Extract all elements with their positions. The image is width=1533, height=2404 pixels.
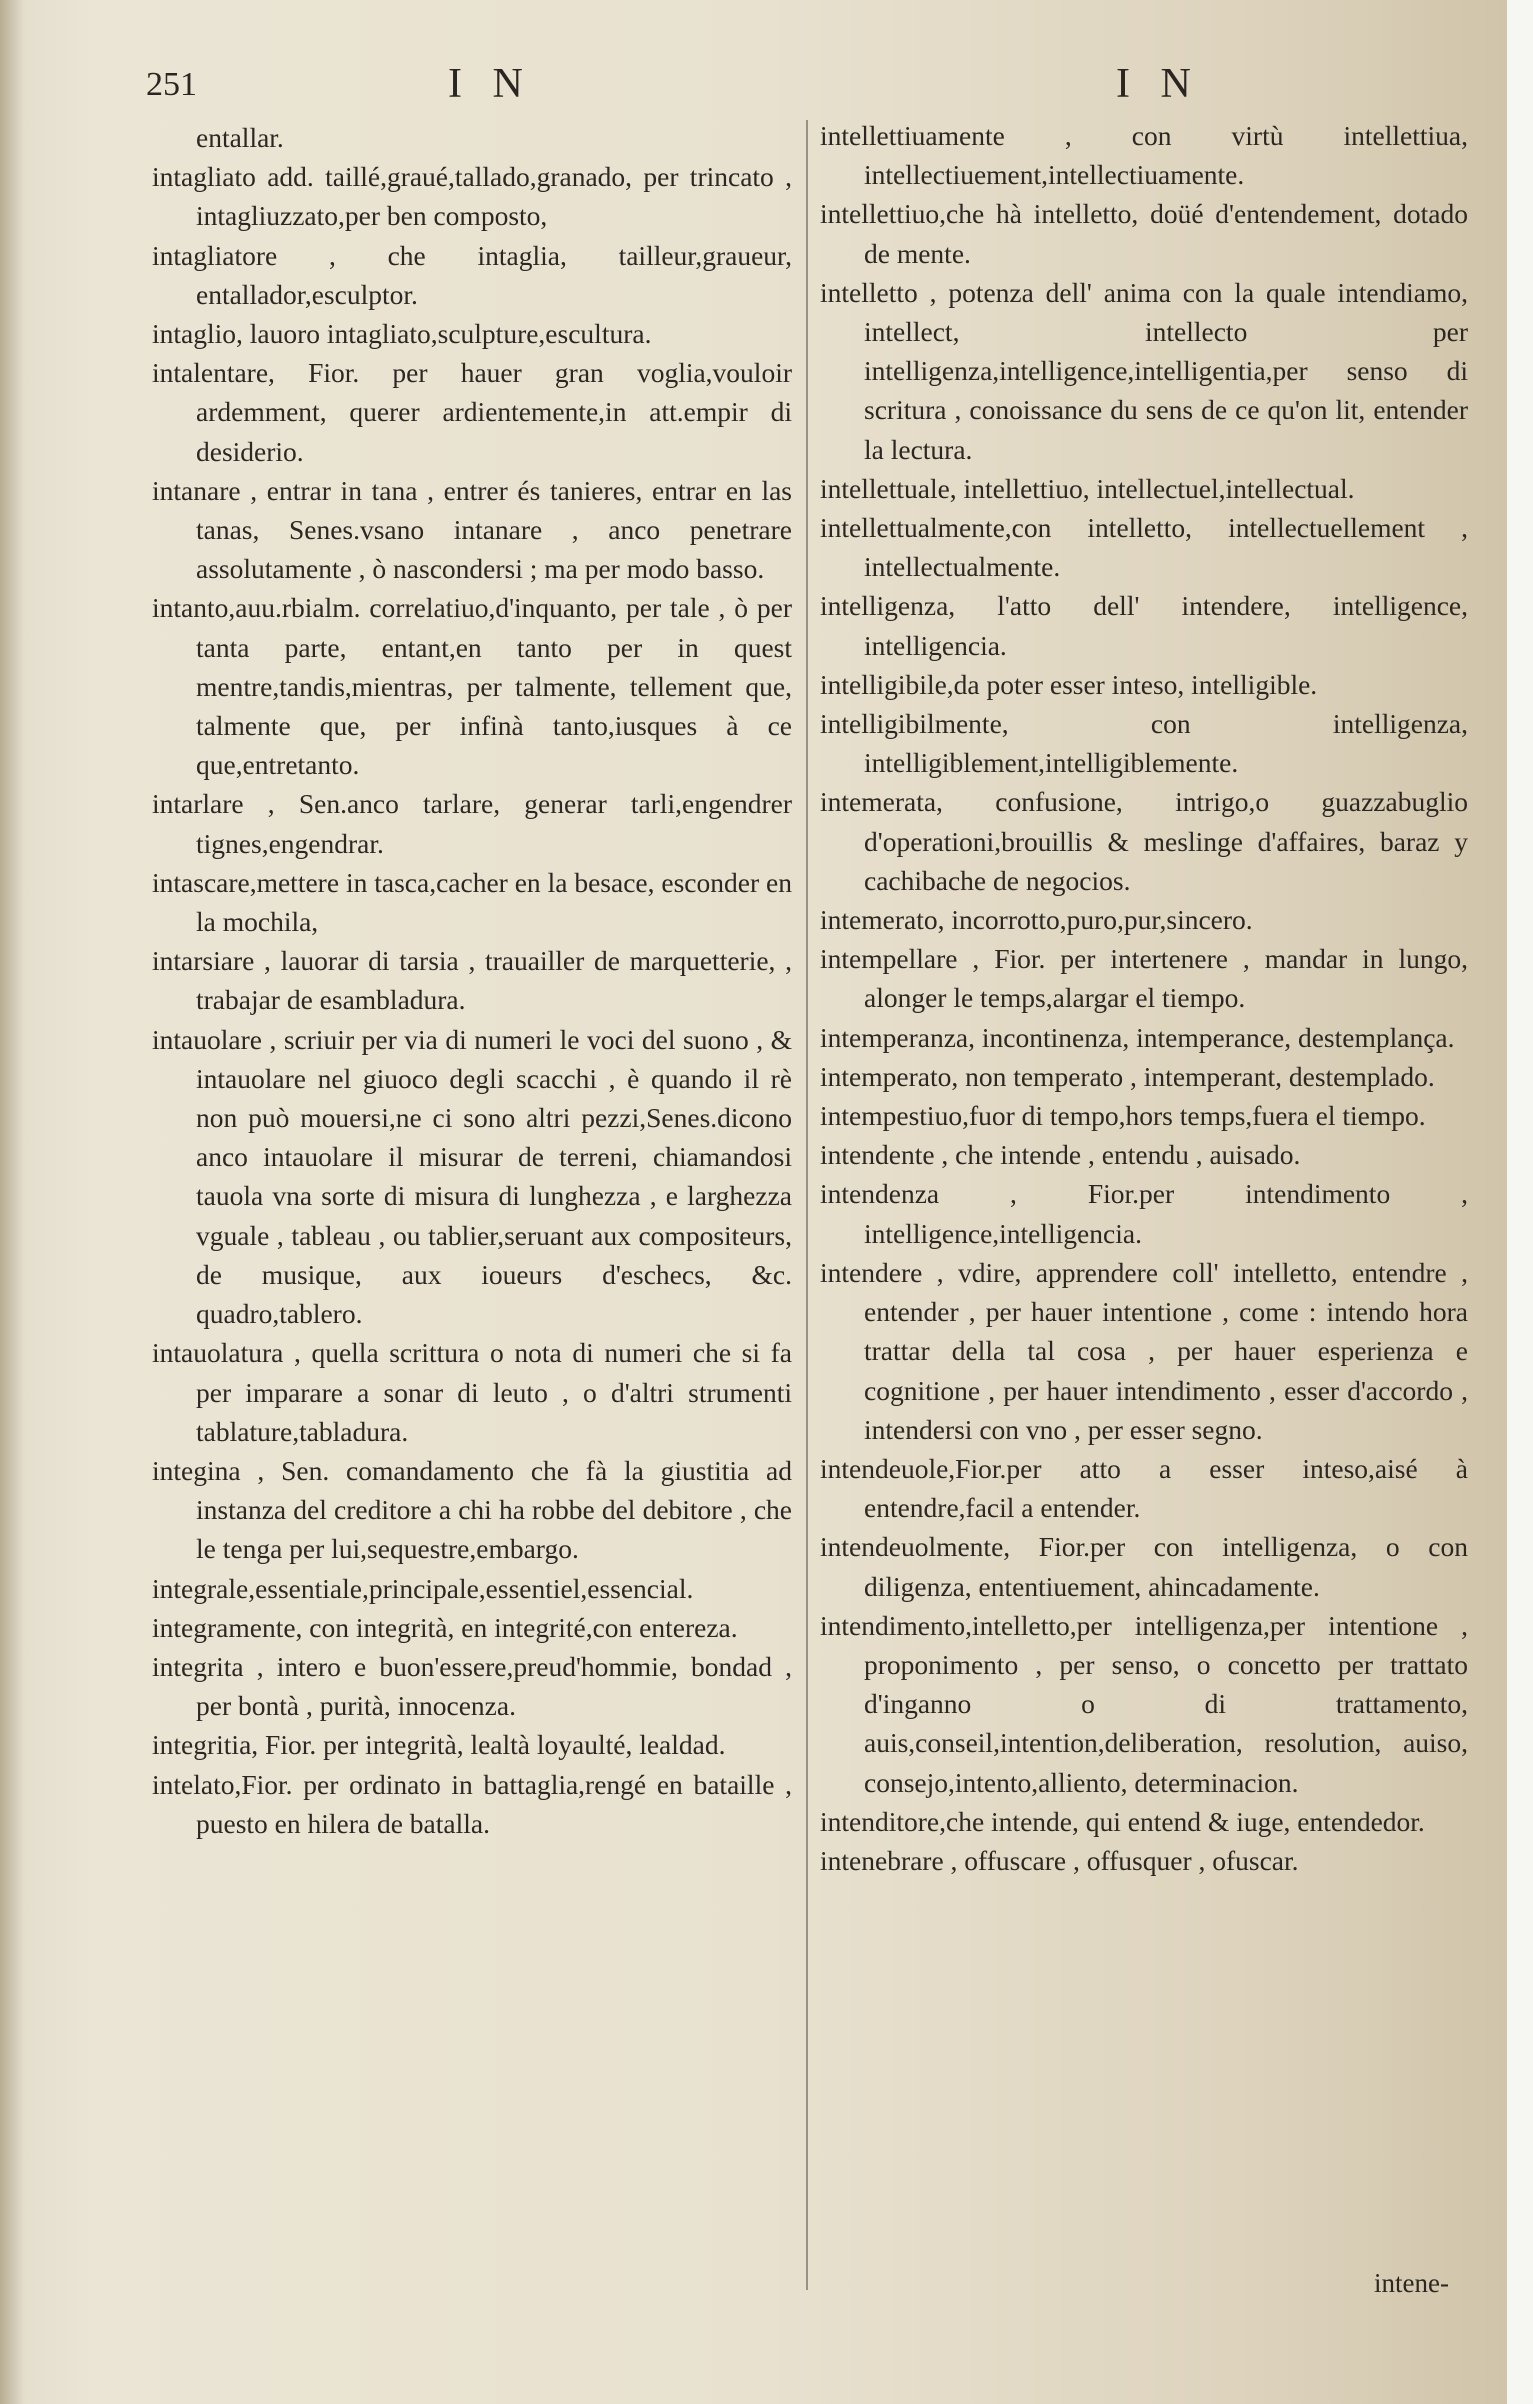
dictionary-entry: intagliato add. taillé,graué,tallado,granado, per trincato , intagliuzzato,per ben composto, (152, 161, 792, 232)
dictionary-entry: intendeuolmente, Fior.per con intelligenza, o con diligenza, ententiuement, ahincadamente. (820, 1531, 1468, 1602)
dictionary-entry: integritia, Fior. per integrità, lealtà loyaulté, lealdad. (152, 1729, 726, 1761)
dictionary-entry: intendenza , Fior.per intendimento , intelligence,intelligencia. (820, 1178, 1468, 1249)
dictionary-entry: intenebrare , offuscare , offusquer , ofuscar. (820, 1844, 1299, 1876)
dictionary-entry: intelato,Fior. per ordinato in battaglia,rengé en bataille , puesto en hilera de batalla. (152, 1768, 792, 1839)
dictionary-entry: intenditore,che intende, qui entend & iuge, entendedor. (820, 1805, 1425, 1837)
dictionary-entry: intemerata, confusione, intrigo,o guazzabuglio d'operationi,brouillis & meslinge d'affaires, baraz y cachibache de negocios. (820, 786, 1468, 896)
dictionary-entry: intelletto , potenza dell' anima con la quale intendiamo, intellect, intellecto per intelligenza,intelligence,intelligentia,per senso di scritura , conoissance du sens de ce qu'on lit, entender la lectura. (820, 276, 1468, 465)
dictionary-entry: entallar. (196, 122, 284, 153)
dictionary-entry: intauolare , scriuir per via di numeri le voci del suono , & intauolare nel giuoco degli scacchi , è quando il rè non può mouersi,ne ci sono altri pezzi,Senes.dicono anco intauolare il misurar de terreni, chiamandosi tauola vna sorte di misura di lunghezza , e larghezza vguale , tableau , ou tablier,seruant aux compositeurs, de musique, aux ioueurs d'eschecs, &c. quadro,tablero. (152, 1023, 792, 1330)
dictionary-entry: intemperanza, incontinenza, intemperance, destemplança. (820, 1021, 1455, 1053)
dictionary-entry: integina , Sen. comandamento che fà la giustitia ad instanza del creditore a chi ha robbe del debitore , che le tenga per lui,sequestre,embargo. (152, 1454, 792, 1565)
dictionary-entry: intalentare, Fior. per hauer gran voglia,vouloir ardemment, querer ardientemente,in att.empir di desiderio. (152, 357, 792, 467)
catchword: intene- (1374, 2268, 1449, 2298)
dictionary-entry: intellettiuo,che hà intelletto, doüé d'entendement, dotado de mente. (820, 198, 1468, 269)
dictionary-entry: intellettiuamente , con virtù intellettiua, intellectiuement,intellectiuamente. (820, 120, 1468, 191)
dictionary-entry: intarsiare , lauorar di tarsia , trauailler de marquetterie, , trabajar de esambladura. (152, 945, 792, 1016)
right-column-heading: I N (1116, 61, 1201, 107)
dictionary-entry: integramente, con integrità, en integrité,con entereza. (152, 1611, 738, 1643)
dictionary-entry: intempellare , Fior. per intertenere , mandar in lungo, alonger le temps,alargar el tiempo. (820, 943, 1468, 1014)
binding-shadow (0, 0, 24, 2404)
dictionary-entry: intendeuole,Fior.per atto a esser inteso,aisé à entendre,facil a entender. (820, 1452, 1468, 1524)
dictionary-entry: integrita , intero e buon'essere,preud'hommie, bondad , per bontà , purità, innocenza. (152, 1650, 792, 1722)
dictionary-entry: intemerato, incorrotto,puro,pur,sincero. (820, 904, 1253, 936)
dictionary-entry: intelligibilmente, con intelligenza, intelligiblement,intelligiblemente. (820, 708, 1468, 779)
dictionary-entry: intellettualmente,con intelletto, intellectuellement , intellectualmente. (820, 512, 1468, 583)
right-dictionary-column (820, 116, 1468, 1880)
dictionary-entry: intarlare , Sen.anco tarlare, generar tarli,engendrer tignes,engendrar. (152, 788, 792, 859)
dictionary-entry: intendere , vdire, apprendere coll' intelletto, entendre , entender , per hauer intentione , come : intendo hora trattar della tal cosa , per hauer esperienza e cognitione , per hauer intendimento , esser d'accordo , intendersi con vno , per esser segno. (820, 1256, 1468, 1445)
dictionary-entry: intendente , che intende , entendu , auisado. (820, 1139, 1301, 1171)
page-margin-edge (1507, 0, 1533, 2404)
left-dictionary-column (152, 118, 792, 1843)
dictionary-entry: intempestiuo,fuor di tempo,hors temps,fuera el tiempo. (820, 1100, 1426, 1132)
dictionary-entry: intanto,auu.rbialm. correlatiuo,d'inquanto, per tale , ò per tanta parte, entant,en tanto per in quest mentre,tandis,mientras, per talmente, tellement que, talmente que, per infinà tanto,iusques à ce que,entretanto. (152, 592, 792, 781)
page-number: 251 (146, 66, 197, 103)
dictionary-entry: intascare,mettere in tasca,cacher en la besace, esconder en la mochila, (152, 866, 792, 938)
dictionary-entry: intaglio, lauoro intagliato,sculpture,escultura. (152, 318, 652, 350)
dictionary-entry: intemperato, non temperato , intemperant, destemplado. (820, 1060, 1435, 1092)
dictionary-entry: intagliatore , che intaglia, tailleur,graueur, entallador,esculptor. (152, 239, 792, 310)
dictionary-entry: intelligibile,da poter esser inteso, intelligible. (820, 668, 1318, 700)
dictionary-entry: intendimento,intelletto,per intelligenza,per intentione , proponimento , per senso, o concetto per trattato d'inganno o di trattamento, auis,conseil,intention,deliberation, resolution, auiso, consejo,intento,alliento, determinacion. (820, 1609, 1468, 1798)
dictionary-entry: intanare , entrar in tana , entrer és tanieres, entrar en las tanas, Senes.vsano intanare , anco penetrare assolutamente , ò nascondersi ; ma per modo basso. (152, 474, 792, 585)
dictionary-entry: intellettuale, intellettiuo, intellectuel,intellectual. (820, 472, 1355, 504)
column-divider (806, 120, 808, 2290)
left-column-heading: I N (448, 61, 533, 107)
dictionary-entry: intelligenza, l'atto dell' intendere, intelligence, intelligencia. (820, 590, 1468, 661)
dictionary-entry: intauolatura , quella scrittura o nota di numeri che si fa per imparare a sonar di leuto , o d'altri strumenti tablature,tabladura. (152, 1337, 792, 1447)
running-header (0, 60, 1533, 120)
dictionary-entry: integrale,essentiale,principale,essentiel,essencial. (152, 1572, 694, 1604)
